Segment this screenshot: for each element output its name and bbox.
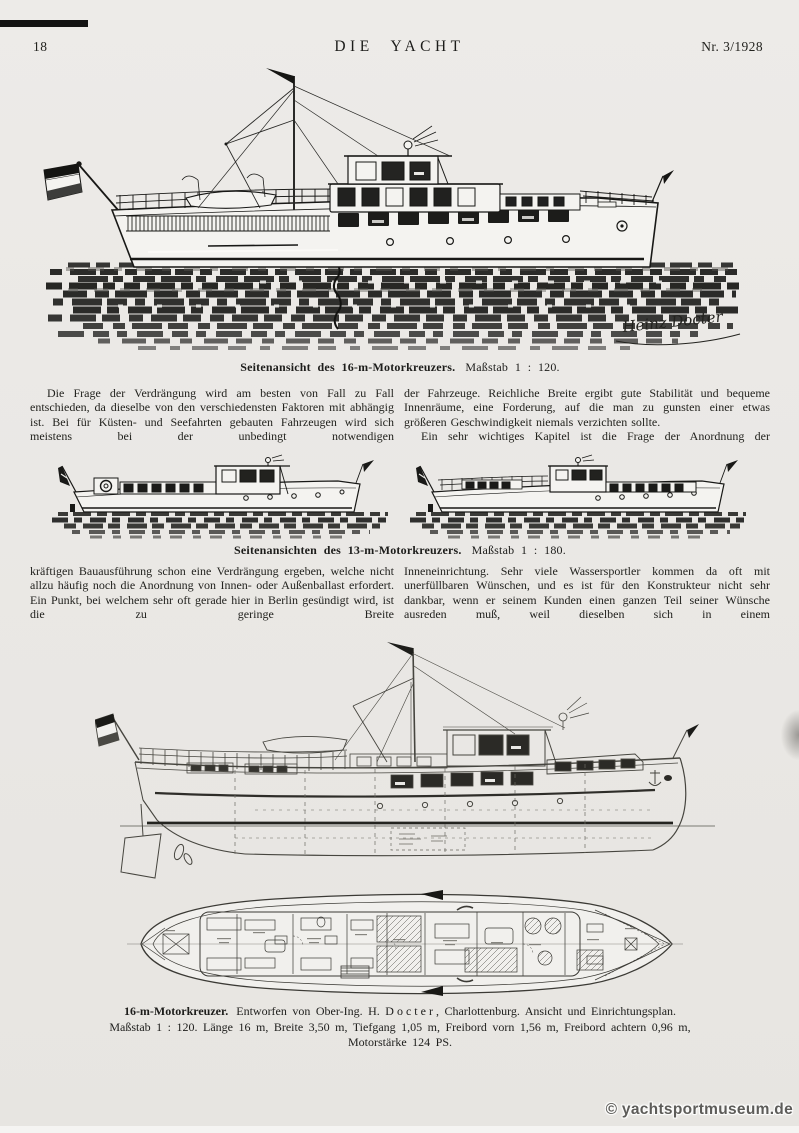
paragraph: Ein sehr wichtiges Kapitel ist die Frage der Anordnung der	[421, 429, 770, 444]
article-column-left-2	[30, 564, 394, 622]
figure3-caption-text: Entworfen von Ober-Ing. H.	[236, 1004, 386, 1018]
article-column-right-2	[404, 564, 770, 622]
aft-lattice	[126, 216, 330, 231]
figure-16m-elevation-drawing	[95, 642, 785, 888]
dinghy	[182, 174, 276, 208]
13m-boat-variant-2	[416, 455, 738, 512]
figure2-caption-title: Seitenansichten des 13-m-Motorkreuzers.	[234, 543, 462, 557]
figure1-caption-scale: Maßstab 1 : 120.	[465, 360, 560, 374]
bow-staff	[649, 724, 699, 786]
searchlight	[559, 697, 589, 730]
mast-rigging	[335, 642, 565, 762]
water-texture	[52, 514, 750, 537]
paragraph: Inneneinrichtung. Sehr viele Wassersportler kommen da oft mit unerfüllbaren Wünschen, und es ist für den Konstrukteur nicht sehr dankbar, wenn er seinem Kunden einen ganzen Teil seiner Wünsche ausreden muß, weil dieselben sich in einem	[404, 564, 770, 622]
figure3-caption-line2: Maßstab 1 : 120. Länge 16 m, Breite 3,50 m, Tiefgang 1,05 m, Freibord vorn 1,56 m, Freibord achtern 0,96 m,	[109, 1019, 691, 1034]
machinery-notes	[399, 834, 447, 844]
article-column-right-1	[404, 386, 770, 444]
fore-trunk	[547, 754, 643, 774]
article-column-left-1	[30, 386, 394, 444]
page-number: 18	[33, 39, 48, 54]
scan-artifact-bar	[0, 20, 88, 27]
rudder-propeller	[121, 804, 194, 878]
figure1-caption-title: Seitenansicht des 16-m-Motorkreuzers.	[240, 360, 456, 374]
scan-smudge	[781, 710, 799, 760]
13m-boat-variant-1	[58, 455, 374, 512]
figure3-caption-lead: 16-m-Motorkreuzer.	[123, 1004, 229, 1018]
figure3-caption-line3: Motorstärke 124 PS.	[348, 1035, 452, 1049]
deckhouse-windows	[350, 754, 533, 788]
paragraph: Die Frage der Verdrängung wird am besten von Fall zu Fall entschieden, da dieselbe von den verschiedensten Faktoren mit abhängig ist. Bei für Küsten- und Seefahrten gebauten Fahrzeugen wird sich meistens bei der unbedingt notwendigen	[30, 386, 394, 444]
figure3-caption	[40, 1004, 760, 1051]
figure2-caption-scale: Maßstab 1 : 180.	[471, 543, 566, 557]
paragraph: kräftigen Bauausführung schon eine Verdrängung ergeben, welche nicht allzu häufig noch die Anordnung von Innen- oder Außenballast erfordert. Ein Punkt, bei welchem sehr oft gerade hier in Berlin gesündigt wird, ist die zu geringe Breite	[30, 564, 394, 622]
16m-cruiser-ink-illustration	[38, 60, 763, 358]
searchlight	[404, 126, 438, 156]
figure3-caption-line1	[40, 1004, 760, 1020]
designer-name: Docter	[385, 1004, 436, 1018]
journal-title: DIE YACHT	[334, 38, 465, 55]
figure3-caption-text: , Charlottenburg. Ansicht und Einrichtungsplan.	[435, 1004, 677, 1018]
watermark: © yachtsportmuseum.de	[605, 1101, 793, 1118]
deckhouse	[328, 156, 580, 212]
construction-lines	[235, 764, 655, 856]
figure-16m-ink-side-view	[38, 60, 763, 358]
wheelhouse	[443, 727, 557, 766]
scan-edge-strip	[0, 1126, 799, 1133]
signature-text: Heinz Docter	[621, 307, 724, 336]
stern-flag-icon	[44, 162, 118, 210]
16m-cruiser-elevation	[95, 642, 785, 888]
figure1-caption	[50, 360, 750, 375]
figure-16m-deck-plan	[125, 884, 685, 1004]
figure-13m-side-views	[50, 450, 750, 542]
paragraph: der Fahrzeuge. Reichliche Breite ergibt gute Stabilität und bequeme Innenräume, eine Forderung, auf die man zu gunsten einer etwas größeren Geschwindigkeit niemals verzichten sollte.	[404, 386, 770, 429]
issue-number: Nr. 3/1928	[701, 39, 763, 54]
16m-cruiser-deck-plan	[125, 884, 685, 1004]
stern-flag-icon	[95, 714, 139, 760]
water-texture	[46, 265, 743, 348]
13m-cruiser-illustrations	[50, 450, 750, 542]
figure2-caption	[50, 543, 750, 558]
